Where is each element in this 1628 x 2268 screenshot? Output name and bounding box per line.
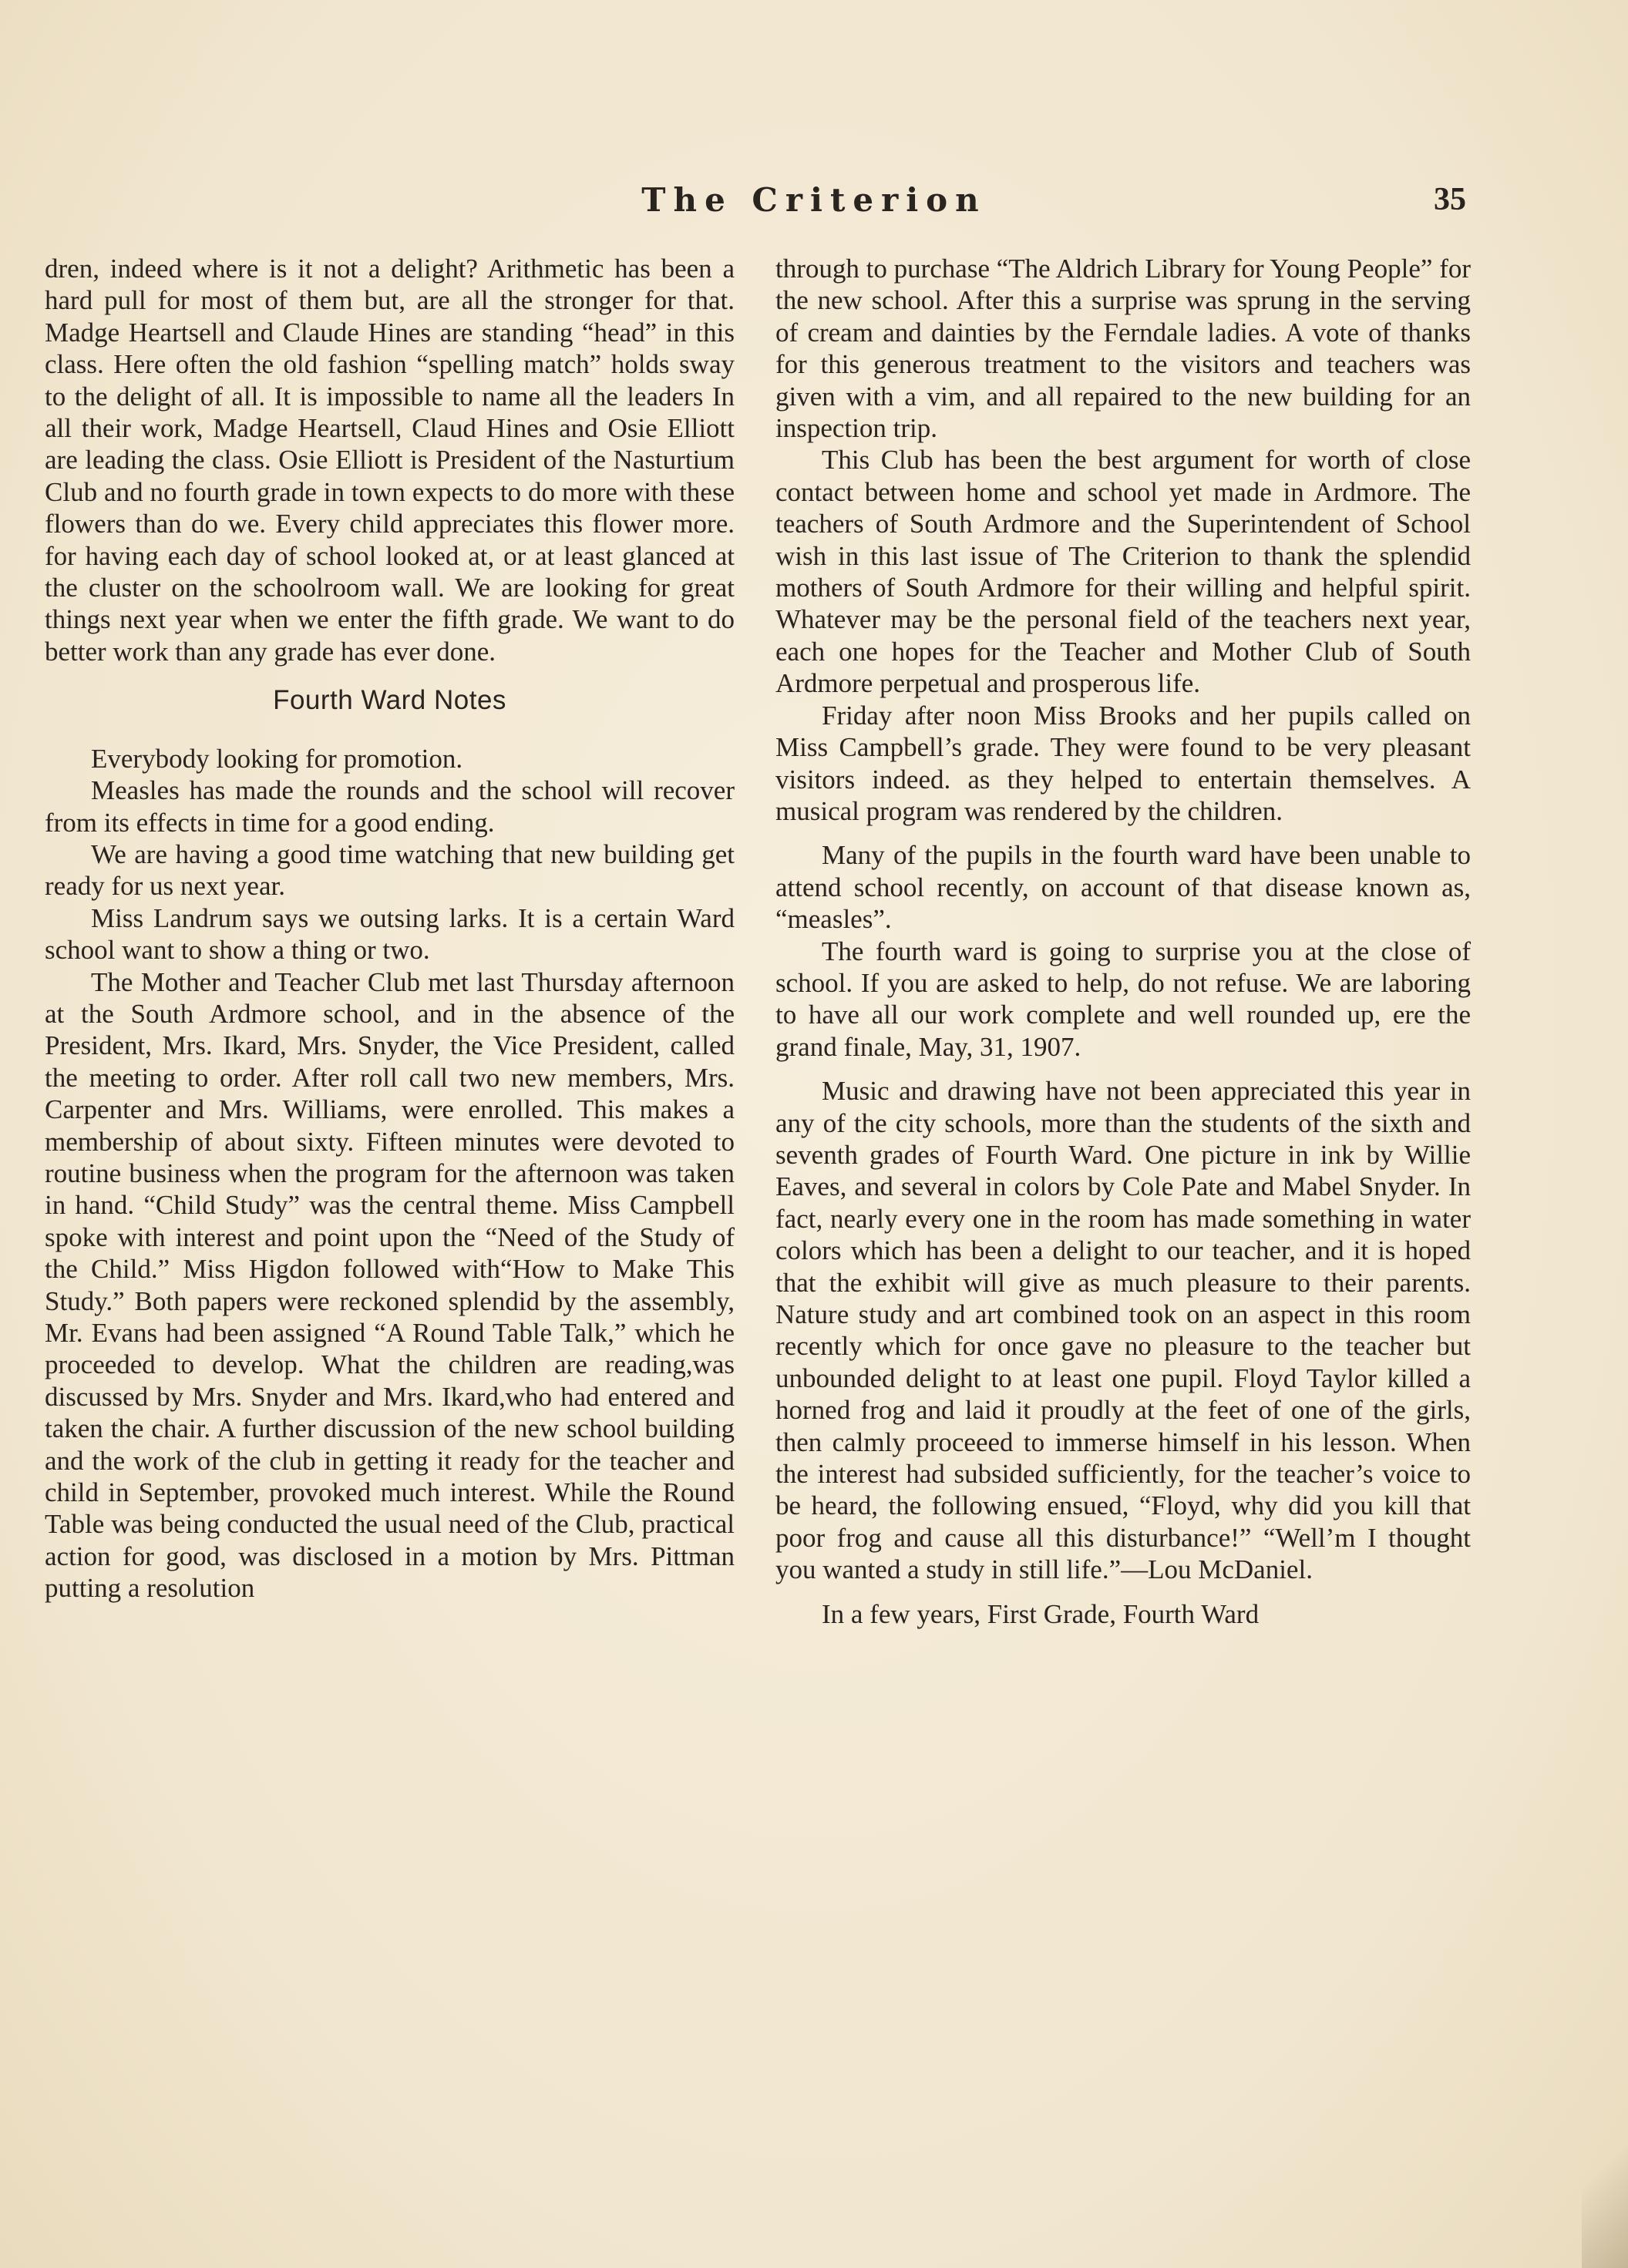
paragraph: Friday after noon Miss Brooks and her pupils called on Miss Campbell’s grade. They were found to be very pleasant visitors indeed. as they helped to entertain themselves. A musical program was rendered by the children. [775,700,1471,826]
paragraph: Everybody looking for promotion. [91,743,463,774]
paragraph: The Mother and Teacher Club met last Thursday afternoon at the South Ardmore school, and in the absence of the President, Mrs. Ikard, Mrs. Snyder, the Vice President, called the meeting to order. After roll call two new members, Mrs. Carpenter and Mrs. Williams, were enrolled. This makes a membership of about sixty. Fifteen minutes were devoted to routine business when the program for the afternoon was taken in hand. “Child Study” was the central theme. Miss Campbell spoke with interest and point upon the “Need of the Study of the Child.” Miss Higdon followed with“How to Make This Study.” Both papers were reckoned splendid by the assembly, Mr. Evans had been assigned “A Round Table Talk,” which he proceeded to develop. What the children are reading,was discussed by Mrs. Snyder and Mrs. Ikard,who had entered and taken the chair. A further discussion of the new school building and the work of the club in getting it ready for the teacher and child in September, provoked much interest. While the Round Table was being conducted the usual need of the Club, practical action for good, was disclosed in a motion by Mrs. Pittman putting a resolution [45,966,735,1604]
paragraph: This Club has been the best argument for worth of close contact between home and school yet made in Ardmore. The teachers of South Ardmore and the Superintendent of School wish in this last issue of The Criterion to thank the splendid mothers of South Ardmore for their willing and helpful spirit. Whatever may be the personal field of the teachers next year, each one hopes for the Teacher and Mother Club of South Ardmore perpetual and prosperous life. [775,445,1471,699]
paragraph: Measles has made the rounds and the school will recover from its effects in time for a good ending. [45,775,735,838]
paragraph: In a few years, First Grade, Fourth Ward [822,1598,1260,1629]
paragraph: The fourth ward is going to surprise you at the close of school. If you are asked to help, do not refuse. We are laboring to have all our work complete and well rounded up, ere the grand finale, May, 31, 1907. [775,936,1471,1062]
section-heading: Fourth Ward Notes [273,685,506,716]
right-column [775,253,1471,1630]
page-edge-shadow [1582,2098,1628,2268]
paragraph: Miss Landrum says we outsing larks. It is a certain Ward school want to show a thing or two. [45,902,735,966]
journal-title: The Criterion [641,181,987,219]
paragraph: Music and drawing have not been appreciated this year in any of the city schools, more than the students of the sixth and seventh grades of Fourth Ward. One picture in ink by Willie Eaves, and several in colors by Cole Pate and Mabel Snyder. In fact, nearly every one in the room has made something in water colors which has been a delight to our teacher, and it is hoped that the exhibit will give as much pleasure to their parents. Nature study and art combined took on an aspect in this room recently which for once gave no pleasure to the teacher but unbounded delight to at least one pupil. Floyd Taylor killed a horned frog and laid it proudly at the feet of one of the girls, then calmly proceeed to immerse himself in his lesson. When the interest had subsided sufficiently, for the teacher’s voice to be heard, the following ensued, “Floyd, why did you kill that poor frog and cause all this disturbance!” “Well’m I thought you wanted a study in still life.”—Lou McDaniel. [775,1076,1471,1585]
running-head [0,181,1628,227]
paragraph-continued: through to purchase “The Aldrich Library for Young People” for the new school. After this a surprise was sprung in the serving of cream and dainties by the Ferndale ladies. A vote of thanks for this generous treatment to the visitors and teachers was given with a vim, and all repaired to the new building for an inspection trip. [775,254,1472,444]
left-column [45,253,735,1604]
paragraph: Many of the pupils in the fourth ward have been unable to attend school recently, on account of that disease known as, “measles”. [775,840,1471,935]
paragraph-continued: dren, indeed where is it not a delight? Arithmetic has been a hard pull for most of them but, are all the stronger for that. Madge Heartsell and Claude Hines are standing “head” in this class. Here often the old fashion “spelling match” holds sway to the delight of all. It is impossible to name all the leaders In all their work, Madge Heartsell, Claud Hines and Osie Elliott are leading the class. Osie Elliott is President of the Nasturtium Club and no fourth grade in town expects to do more with these flowers than do we. Every child appreciates this flower more. for having each day of school looked at, or at least glanced at the cluster on the schoolroom wall. We are looking for great things next year when we enter the fifth grade. We want to do better work than any grade has ever done. [45,254,735,667]
page-number: 35 [1434,182,1466,217]
paragraph: We are having a good time watching that new building get ready for us next year. [45,838,735,902]
